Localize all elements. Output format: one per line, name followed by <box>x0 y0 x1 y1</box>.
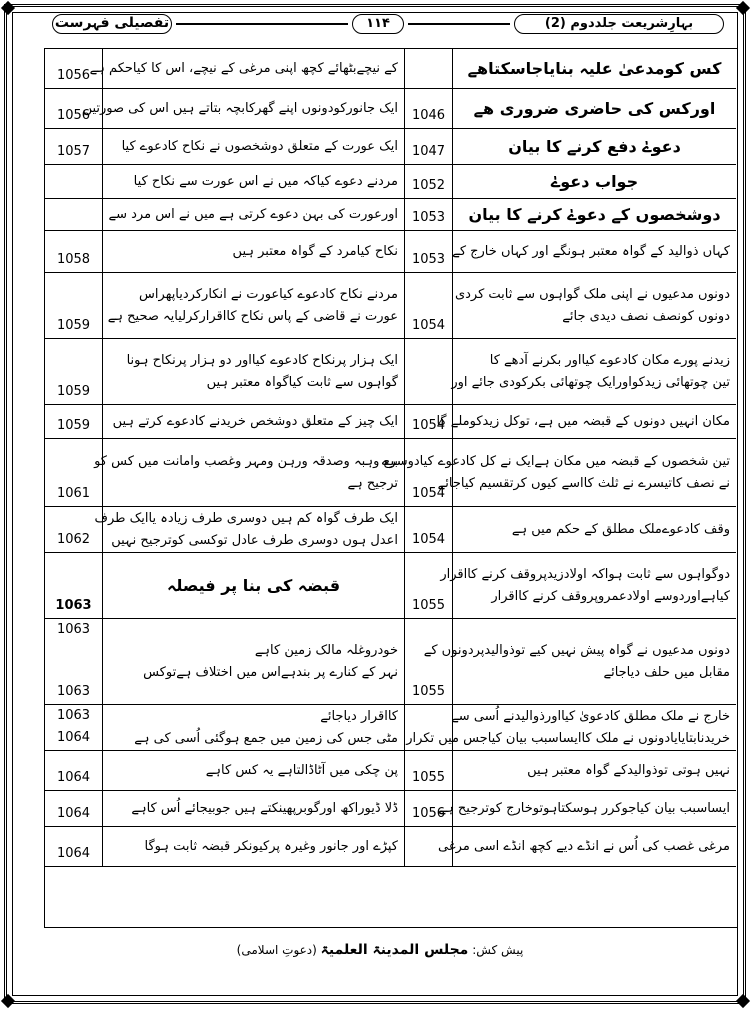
entry-text: ایک جانورکودونوں اپنے گھرکابچہ بتاتے ہیں اس کی صورتیں <box>82 101 398 116</box>
toc-row <box>45 199 736 231</box>
left-text-col <box>103 273 405 338</box>
left-page-col <box>45 129 103 164</box>
page-ref: 1047 <box>411 144 446 159</box>
section-heading: کس کومدعیٰ علیہ بنایاجاسکتاھے <box>467 59 722 78</box>
page-ref: 1059 <box>56 384 91 399</box>
right-page-col <box>405 339 453 404</box>
entry-text: ایساسبب بیان کیاجوکرر ہوسکتاہوتوخارج کوترجیح ہے <box>438 801 730 816</box>
toc-row <box>45 791 736 827</box>
left-text-col <box>103 199 405 230</box>
left-text-col <box>103 751 405 790</box>
left-text-col <box>82 89 405 128</box>
entry-text: ایک ہزار پرنکاح کادعوے کیااور دو ہزار پرنکاح ہونا <box>126 353 398 368</box>
page-ref: 1059 <box>56 418 91 433</box>
left-page-col <box>45 619 103 704</box>
page-footer <box>200 940 560 960</box>
entry-text: بیع وہبہ وصدقہ ورہن ومہر وغصب وامانت میں کس کو <box>94 454 398 469</box>
entry-text: دونوں مدعیوں نے گواہ پیش نہیں کیے توذوالیدپردونوں کے <box>423 643 730 658</box>
page-ref: 1055 <box>411 684 446 699</box>
right-page-col <box>405 507 453 552</box>
section-heading: دوشخصوں کے دعوےٰ کرنے کا بیان <box>468 205 721 224</box>
right-page-col <box>405 751 453 790</box>
entry-text: اورعورت کی بہن دعوے کرتی ہے میں نے اس مرد سے <box>108 207 398 222</box>
entry-text: دونوں مدعیوں نے اپنی ملک گواہوں سے ثابت کردی <box>454 287 730 302</box>
right-text-col <box>453 49 736 88</box>
right-page-col <box>405 129 453 164</box>
page-header <box>14 14 736 34</box>
page-ref: 1057 <box>56 144 91 159</box>
section-heading: جواب دعوےٰ <box>550 172 639 191</box>
entry-text: خریدنابتایایادونوں نے ملک کاایساسبب بیان کیاجس میں تکرار <box>406 731 730 746</box>
page-ref: 1054 <box>411 532 446 547</box>
right-page-col <box>405 273 453 338</box>
section-title: تفصیلی فہرست <box>52 14 172 34</box>
right-text-col <box>453 129 736 164</box>
entry-text: کیاہےاوردوسے اولادعمروپروقف کرنے کااقرار <box>491 589 730 604</box>
entry-text: گواہوں سے ثابت کیاگواہ معتبر ہیں <box>206 375 398 390</box>
page-ref: 1059 <box>56 318 91 333</box>
entry-text: دوگواہوں سے ثابت ہواکہ اولادزیدپروقف کرنے کااقرار <box>440 567 730 582</box>
left-page-col <box>45 339 103 404</box>
entry-text: کااقرار دیاجائے <box>320 709 398 724</box>
page-ref: 1053 <box>411 252 446 267</box>
right-text-col <box>436 405 736 438</box>
page-ref: 1053 <box>411 210 446 225</box>
right-text-col <box>438 827 736 866</box>
entry-text: پن چکی میں آٹاڈالتاہے یہ کس کاہے <box>205 763 398 778</box>
book-title: بہارِشریعت جلددوم (2) <box>514 14 724 34</box>
entry-text: تین شخصوں کے قبضہ میں مکان ہےایک نے کل کادعوے کیادوسرے <box>381 454 730 469</box>
left-page-col <box>45 199 103 230</box>
entry-text: مقابل میں حلف دیاجائے <box>603 665 730 680</box>
left-page-col <box>45 553 103 618</box>
left-text-col <box>94 507 405 552</box>
page-ref: 1046 <box>411 108 446 123</box>
left-page-col <box>45 751 103 790</box>
page-ref: 1054 <box>411 418 446 433</box>
entry-text: کہاں ذوالید کے گواہ معتبر ہونگے اور کہاں خارج کے <box>452 244 730 259</box>
left-text-col <box>103 827 405 866</box>
toc-row <box>45 619 736 705</box>
entry-text: خودروغلہ مالک زمین کاہے <box>254 643 398 658</box>
page-ref: 1055 <box>411 770 446 785</box>
header-divider <box>176 23 348 25</box>
page-ref: 1055 <box>411 598 446 613</box>
toc-row <box>45 231 736 273</box>
right-text-col <box>440 553 736 618</box>
entry-text: ایک طرف گواہ کم ہیں دوسری طرف زیادہ یاایک طرف <box>94 511 398 526</box>
toc-row <box>45 129 736 165</box>
right-text-col <box>453 339 736 404</box>
left-text-col <box>103 165 405 198</box>
page-number: ۱۱۴ <box>352 14 404 34</box>
entry-text: ترجیح ہے <box>347 476 398 491</box>
left-text-col <box>103 705 405 750</box>
toc-table <box>44 48 738 928</box>
page-ref: 1062 <box>56 532 91 547</box>
right-page-col <box>405 165 453 198</box>
left-text-col <box>89 49 405 88</box>
page-ref: 1054 <box>411 486 446 501</box>
entry-text: مرغی غصب کی اُس نے انڈے دیے کچھ انڈے اسی مرغی <box>438 839 730 854</box>
left-text-col <box>103 231 405 272</box>
right-text-col <box>453 507 736 552</box>
right-page-col <box>405 49 453 88</box>
entry-text: نے نصف کاتیسرے نے ثلث کااسے کیوں کرتقسیم کیاجائے <box>437 476 730 491</box>
right-page-col <box>405 199 453 230</box>
entry-text: نکاح کیامرد کے گواہ معتبر ہیں <box>232 244 398 259</box>
entry-text: ایک عورت کے متعلق دوشخصوں نے نکاح کادعوے کیا <box>121 139 398 154</box>
page-ref: 1063 <box>56 708 91 723</box>
entry-text: نہر کے کنارے پر بندہےاس میں اختلاف ہےتوکس <box>143 665 398 680</box>
page-ref: 1064 <box>56 846 91 861</box>
left-text-col <box>103 791 405 826</box>
page-ref: 1061 <box>56 486 91 501</box>
left-text-col <box>103 339 405 404</box>
toc-row <box>45 705 736 751</box>
left-page-col <box>45 273 103 338</box>
left-text-col <box>103 553 405 618</box>
left-page-col <box>45 705 103 750</box>
left-page-col <box>45 165 103 198</box>
entry-text: مٹی جس کی زمین میں جمع ہوگئی اُسی کی ہے <box>134 731 398 746</box>
right-text-col <box>453 89 736 128</box>
entry-text: کے نیچےبٹھائے کچھ اپنی مرغی کے نیچے، اس کا کیاحکم ہے <box>89 61 398 76</box>
left-text-col <box>103 129 405 164</box>
section-heading: قبضہ کی بنا پر فیصلہ <box>166 576 341 595</box>
entry-text: مردنے دعوے کیاکہ میں نے اس عورت سے نکاح کیا <box>133 174 398 189</box>
toc-row <box>45 273 736 339</box>
page-ref: 1058 <box>56 252 91 267</box>
right-text-col <box>438 791 736 826</box>
entry-text: زیدنے پورے مکان کادعوے کیااور بکرنے آدھے کا <box>489 353 730 368</box>
footer-suffix: (دعوتِ اسلامی) <box>236 943 317 957</box>
toc-row <box>45 49 736 89</box>
toc-row <box>45 751 736 791</box>
right-text-col <box>406 705 736 750</box>
toc-row <box>45 507 736 553</box>
header-divider <box>408 23 510 25</box>
page-ref: 1064 <box>56 770 91 785</box>
entry-text: خارج نے ملک مطلق کادعویٰ کیااورذوالیدنے اُسی سے <box>451 709 730 724</box>
left-text-col <box>103 405 405 438</box>
toc-row <box>45 553 736 619</box>
page-ref: 1052 <box>411 178 446 193</box>
publisher-name: مجلس المدینۃ العلمیۃ <box>320 942 469 958</box>
entry-text: مکان انہیں دونوں کے قبضہ میں ہے، توکل زیدکوملے گا <box>436 414 730 429</box>
left-page-col <box>45 827 103 866</box>
entry-text: عورت نے قاضی کے پاس نکاح کااقرارکرلیایہ صحیح ہے <box>107 309 398 324</box>
left-page-col <box>45 405 103 438</box>
page-ref: 1056 <box>56 68 91 83</box>
page-ref: 1054 <box>411 318 446 333</box>
section-heading: دعوےٰ دفع کرنے کا بیان <box>508 137 681 156</box>
toc-row <box>45 165 736 199</box>
entry-text: ڈلا ڈیوراکھ اورگوبرپھینکتے ہیں جوبیجائے اُس کاہے <box>131 801 398 816</box>
toc-row <box>45 405 736 439</box>
right-text-col <box>453 231 736 272</box>
left-text-col <box>103 619 405 704</box>
page-ref: 1063 <box>55 598 92 613</box>
page-ref: 1064 <box>56 806 91 821</box>
footer-prefix: پیش کش: <box>472 943 524 957</box>
entry-text: کپڑے اور جانور وغیرہ پرکیونکر قبضہ ثابت ہوگا <box>144 839 398 854</box>
right-text-col <box>453 199 736 230</box>
right-text-col <box>453 165 736 198</box>
page-ref: 1063 <box>56 622 91 637</box>
entry-text: اعدل ہوں دوسری طرف عادل توکسی کوترجیح نہیں <box>111 533 398 548</box>
left-page-col <box>45 791 103 826</box>
left-text-col <box>94 439 405 506</box>
right-text-col <box>453 751 736 790</box>
section-heading: اورکس کی حاضری ضروری ھے <box>473 99 716 118</box>
page-ref: 1064 <box>56 730 91 745</box>
page-ref: 1056 <box>56 108 91 123</box>
entry-text: ایک چیز کے متعلق دوشخص خریدنے کادعوے کرتے ہیں <box>112 414 398 429</box>
right-text-col <box>453 273 736 338</box>
page-ref: 1063 <box>56 684 91 699</box>
left-page-col <box>45 231 103 272</box>
entry-text: مردنے نکاح کادعوے کیاعورت نے انکارکردیاپھراس <box>139 287 398 302</box>
entry-text: نہیں ہوتی توذوالیدکے گواہ معتبر ہیں <box>527 763 730 778</box>
entry-text: وقف کادعوےملک مطلق کے حکم میں ہے <box>511 522 730 537</box>
toc-row <box>45 89 736 129</box>
entry-text: تین چوتھائی زیدکواورایک چوتھائی بکرکودی جائے اور <box>451 375 730 390</box>
toc-row <box>45 339 736 405</box>
right-page-col <box>405 231 453 272</box>
toc-row <box>45 439 736 507</box>
right-page-col <box>405 89 453 128</box>
page-ref: 1056 <box>411 806 446 821</box>
toc-row <box>45 827 736 867</box>
entry-text: دونوں کونصف نصف دیدی جائے <box>562 309 730 324</box>
